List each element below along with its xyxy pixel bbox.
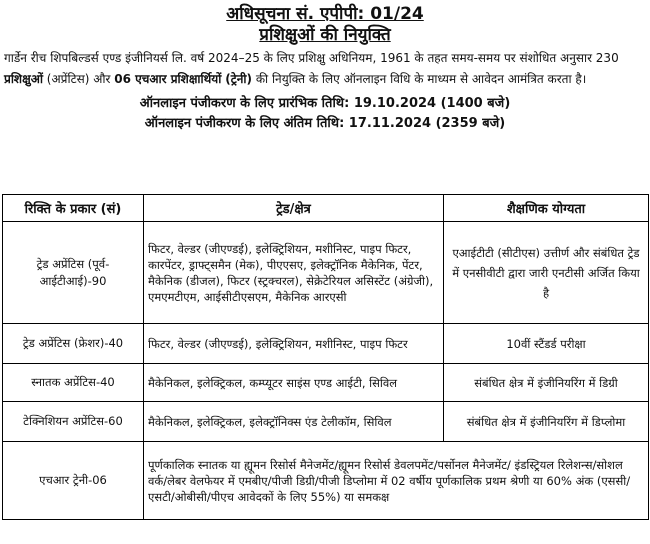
vacancy-type: एचआर ट्रेनी-06 [3, 442, 144, 520]
header-trade: ट्रेड/क्षेत्र [144, 195, 444, 222]
qualification: संबंधित क्षेत्र में इंजीनियरिंग में डिग्री [444, 364, 649, 402]
qualification: संबंधित क्षेत्र में इंजीनियरिंग में डिप्लोमा [444, 402, 649, 442]
start-date: ऑनलाइन पंजीकरण के लिए प्रारंभिक तिथि: 19.10.2024 (1400 बजे) [139, 96, 511, 111]
notice-number: अधिसूचना सं. एपीपी: 01/24 [226, 4, 424, 24]
table-row [3, 364, 649, 402]
table-row [3, 442, 649, 520]
vacancy-type: टेक्निशियन अप्रेंटिस-60 [3, 402, 144, 442]
intro-text-4: की नियुक्ति के लिए ऑनलाइन विधि के माध्यम से आवेदन आमंत्रित करता है। [252, 72, 587, 86]
intro-line-2 [0, 71, 650, 88]
trade-list: फिटर, वेल्डर (जीएण्डई), इलेक्ट्रिशियन, मशीनिस्ट, पाइप फिटर, कारपेंटर, ड्राफ्ट्समैन (मेक), पीएएसए, इलेक्ट्रॉनिक मैकेनिक, पेंटर, मैकेनिक (डीजल), फिटर (स्ट्रक्चरल), सेक्रेटेरियल असिस्टेंट (अंग्रेजी), एमएमटीएम, आईसीटीएसएम, मैकेनिक आरएसी [144, 222, 444, 324]
trade-list: फिटर, वेल्डर (जीएण्डई), इलेक्ट्रिशियन, मशीनिस्ट, पाइप फिटर [144, 324, 444, 364]
intro-paragraph [0, 50, 650, 88]
trade-list: पूर्णकालिक स्नातक या ह्यूमन रिसोर्स मैनेजमेंट/ह्यूमन रिसोर्स डेवलपमेंट/पर्सोनल मैनेजमेंट/ इंडस्ट्रियल रिलेशन्स/सोशल वर्क/लेबर वेलफेयर में एमबीए/पीजी डिग्री/पीजी डिप्लोमा में 02 वर्षीय पूर्णकालिक प्रथम श्रेणी या 60% अंक (एससी/एसटी/ओबीसी/पीएच आवेदकों के लिए 55%) या समकक्ष [144, 442, 649, 520]
intro-text-2: (अप्रेंटिस) और [42, 72, 115, 86]
intro-bold-trainee: (ट्रेनी) [225, 72, 252, 86]
trade-list: मैकेनिकल, इलेक्ट्रिकल, इलेक्ट्रॉनिक्स एंड टेलीकॉम, सिविल [144, 402, 444, 442]
qualification: एआईटीटी (सीटीएस) उत्तीर्ण और संबंधित ट्रेड में एनसीवीटी द्वारा जारी एनटीसी अर्जित किया है [444, 222, 649, 324]
qualification: 10वीं स्टैंडर्ड परीक्षा [444, 324, 649, 364]
table-header-row [3, 195, 649, 222]
end-date: ऑनलाइन पंजीकरण के लिए अंतिम तिथि: 17.11.2024 (2359 बजे) [144, 116, 506, 131]
vacancy-type: स्नातक अप्रेंटिस-40 [3, 364, 144, 402]
intro-bold-apprentices: प्रशिक्षुओं [4, 72, 43, 86]
table-row [3, 402, 649, 442]
header-vacancy-type: रिक्ति के प्रकार (सं) [3, 195, 144, 222]
table-row [3, 222, 649, 324]
intro-line-1: गार्डेन रीच शिपबिल्डर्स एण्ड इंजीनियर्स लि. वर्ष 2024–25 के लिए प्रशिक्षु अधिनियम, 1961 के तहत समय-समय पर संशोधित अनुसार 230 [4, 51, 619, 65]
intro-bold-hr: 06 एचआर प्रशिक्षार्थियों [114, 72, 222, 86]
dates-block [0, 94, 650, 134]
vacancy-table [2, 194, 649, 520]
vacancy-type: ट्रेड अप्रेंटिस (पूर्व-आईटीआई)-90 [3, 222, 144, 324]
header-qualification: शैक्षणिक योग्यता [444, 195, 649, 222]
table-row [3, 324, 649, 364]
notice-subject: प्रशिक्षुओं की नियुक्ति [259, 25, 391, 45]
trade-list: मैकेनिकल, इलेक्ट्रिकल, कम्प्यूटर साइंस एण्ड आईटी, सिविल [144, 364, 444, 402]
vacancy-type: ट्रेड अप्रेंटिस (फ्रेशर)-40 [3, 324, 144, 364]
